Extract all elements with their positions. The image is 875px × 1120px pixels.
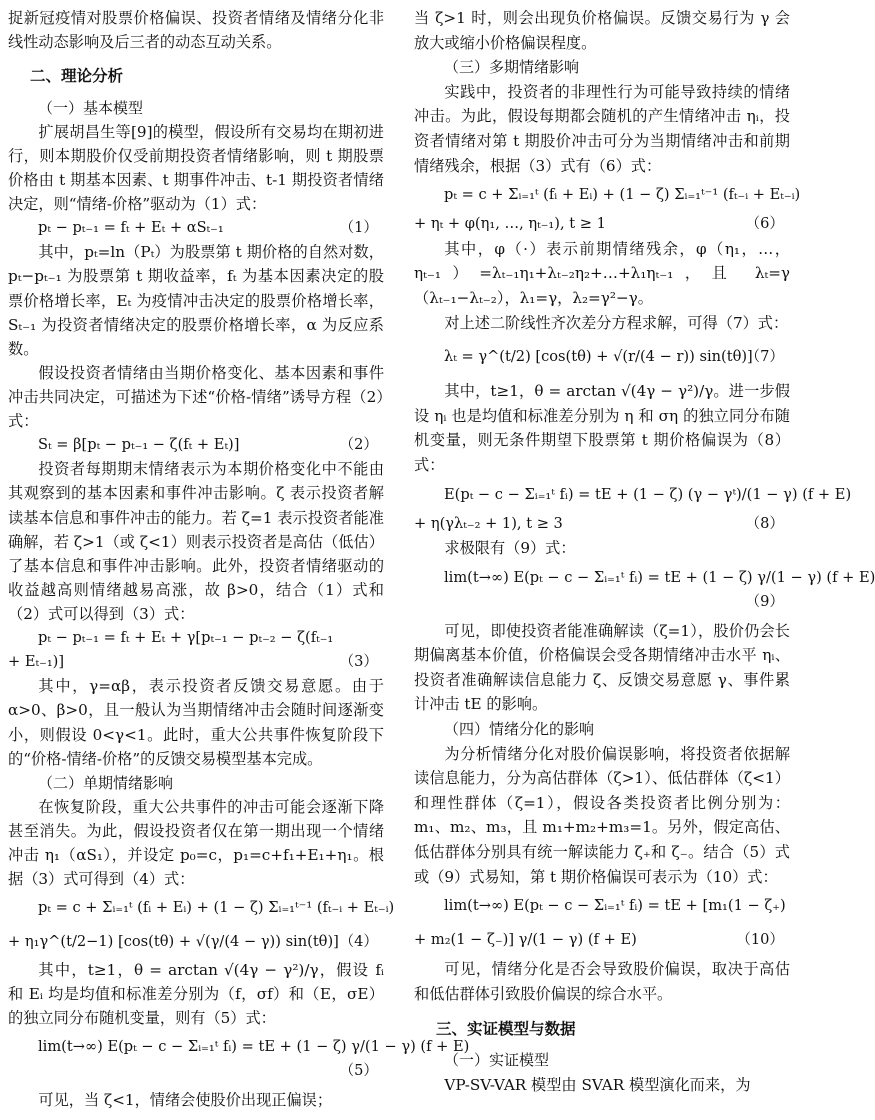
equation — [8, 891, 395, 924]
equation-number: （5） — [339, 1062, 378, 1080]
subsection-heading: （二）单期情绪影响 — [38, 773, 174, 792]
equation — [414, 889, 790, 923]
equation-body: + Eₜ₋₁)] — [8, 653, 65, 671]
body-paragraph: 可见，即使投资者能准确解读（ζ=1），股价仍会长期偏离基本价值，价格偏误会受各期情绪冲击水平 ηᵢ、投资者准确解读信息能力 ζ、反馈交易意愿 γ、事件累计冲击 tE 的影响。 — [414, 621, 790, 714]
subsection-heading: （一）实证模型 — [444, 1051, 550, 1070]
body-paragraph: 其中，t≥1，θ = arctan √(4γ − γ²)/γ，假设 fᵢ 和 Eᵢ 均是均值和标准差分别为（f，σf）和（E，σE）的独立同分布随机变量，则有（5）式： — [8, 960, 384, 1028]
equation-body: lim(t→∞) E(pₜ − c − Σᵢ₌₁ᵗ fᵢ) = tE + (1 − ζ) γ/(1 − γ) (f + E) — [38, 1038, 470, 1056]
equation — [8, 216, 384, 240]
equation-body: λₜ = γ^(t/2) [cos(tθ) + √(r/(4 − r)) sin(tθ)] — [444, 348, 753, 366]
equation-number: （4） — [339, 932, 378, 950]
equation — [8, 1030, 470, 1087]
equation-number: （2） — [339, 436, 378, 454]
equation — [414, 561, 875, 619]
equation-number: （3） — [339, 653, 378, 671]
section-heading: 二、理论分析 — [30, 67, 124, 86]
equation — [414, 178, 801, 212]
equation-body: lim(t→∞) E(pₜ − c − Σᵢ₌₁ᵗ fᵢ) = tE + [m₁(1 − ζ₊) — [444, 897, 786, 915]
equation — [8, 626, 384, 650]
subsection-heading: （一）基本模型 — [38, 98, 144, 117]
body-paragraph: 在恢复阶段，重大公共事件的冲击可能会逐渐下降甚至消失。为此，假设投资者仅在第一期出现一个情绪冲击 η₁（αS₁），并设定 p₀=c，p₁=c+f₁+E₁+η₁。根据（3）式可得到（4）式： — [8, 797, 384, 889]
equation-body: + η₁γ^(t/2−1) [cos(tθ) + √(γ/(4 − γ)) sin(tθ)] — [8, 932, 339, 950]
body-paragraph: 为分析情绪分化对股价偏误影响，将投资者依据解读信息能力，分为高估群体（ζ>1）、低估群体（ζ<1）和理性群体（ζ=1），假设各类投资者比例分别为：m₁、m₂、m₃，且 m₁+m₂+m₃=1。另外，假定高估、低估群体分别具有统一解读能力 ζ₊和 ζ₋。结合（5）式或（9）式易知，第 t 期价格偏误可表示为（10）式： — [414, 744, 790, 886]
equation-number: （6） — [745, 215, 784, 233]
body-paragraph: 捉新冠疫情对股票价格偏误、投资者情绪及情绪分化非线性动态影响及后三者的动态互动关系。 — [8, 9, 384, 52]
equation-body: pₜ − pₜ₋₁ = fₜ + Eₜ + γ[pₜ₋₁ − pₜ₋₂ − ζ(fₜ₋₁ — [38, 629, 334, 647]
body-paragraph: 求极限有（9）式： — [444, 539, 576, 558]
equation — [414, 923, 790, 957]
body-paragraph: 其中，t≥1，θ = arctan √(4γ − γ²)/γ。进一步假设 ηᵢ 也是均值和标准差分别为 η 和 ση 的独立同分布随机变量，则无条件期望下股票第 t 期价格偏误为（8）式： — [414, 382, 790, 474]
body-paragraph: 其中，φ（·）表示前期情绪残余，φ（η₁，…，ηₜ₋₁）=λₜ₋₁η₁+λₜ₋₂η₂+…+λ₁ηₜ₋₁，且 λₜ=γ（λₜ₋₁−λₜ₋₂），λ₁=γ，λ₂=γ²−γ。 — [414, 239, 790, 307]
body-paragraph: 假设投资者情绪由当期价格变化、基本因素和事件冲击共同决定，可描述为下述“价格-情绪”诱导方程（2）式： — [8, 363, 384, 431]
equation-number: （7） — [745, 348, 784, 366]
body-paragraph: 可见，当 ζ<1，情绪会使股价出现正偏误； — [38, 1090, 333, 1109]
equation-body: pₜ − pₜ₋₁ = fₜ + Eₜ + αSₜ₋₁ — [38, 219, 224, 237]
equation — [8, 433, 384, 457]
section-heading: 三、实证模型与数据 — [436, 1020, 576, 1039]
equation-body: + η(γλₜ₋₂ + 1), t ≥ 3 — [414, 514, 563, 532]
left-column — [8, 6, 470, 1112]
body-paragraph: 对上述二阶线性齐次差分方程求解，可得（7）式： — [444, 313, 789, 332]
equation-body: pₜ = c + Σᵢ₌₁ᵗ (fᵢ + Eᵢ) + (1 − ζ) Σᵢ₌₁ᵗ⁻¹ (fₜ₋ᵢ + Eₜ₋ᵢ) — [444, 186, 801, 204]
equation-number: （1） — [339, 219, 378, 237]
right-column — [414, 6, 875, 1098]
equation-body: pₜ = c + Σᵢ₌₁ᵗ (fᵢ + Eᵢ) + (1 − ζ) Σᵢ₌₁ᵗ⁻¹ (fₜ₋ᵢ + Eₜ₋ᵢ) — [38, 899, 395, 917]
equation-number: （9） — [745, 592, 784, 610]
equation-body: lim(t→∞) E(pₜ − c − Σᵢ₌₁ᵗ fᵢ) = tE + (1 − ζ) γ/(1 − γ) (f + E) — [444, 568, 875, 586]
equation-body: + m₂(1 − ζ₋)] γ/(1 − γ) (f + E) — [414, 931, 637, 949]
equation — [8, 925, 384, 958]
subsection-heading: （四）情绪分化的影响 — [444, 720, 595, 739]
equation-number: （8） — [745, 514, 784, 532]
equation-body: Sₜ = β[pₜ − pₜ₋₁ − ζ(fₜ + Eₜ)] — [38, 436, 240, 454]
equation-body: + ηₜ + φ(η₁, …, ηₜ₋₁), t ≥ 1 — [414, 215, 606, 233]
body-paragraph: 可见，情绪分化是否会导致股价偏误，取决于高估和低估群体引致股价偏误的综合水平。 — [414, 960, 790, 1003]
equation — [414, 335, 790, 379]
body-paragraph: 当 ζ>1 时，则会出现负价格偏误。反馈交易行为 γ 会放大或缩小价格偏误程度。 — [414, 9, 790, 52]
equation — [414, 512, 790, 537]
body-paragraph: 实践中，投资者的非理性行为可能导致持续的情绪冲击。为此，假设每期都会随机的产生情绪冲击 ηᵢ，投资者情绪对第 t 期股价冲击可分为当期情绪冲击和前期情绪残余，根据（3）式有（6）式： — [414, 82, 790, 175]
equation — [414, 478, 852, 512]
body-paragraph: 其中，γ=αβ，表示投资者反馈交易意愿。由于 α>0、β>0，且一般认为当期情绪冲击会随时间逐渐变小，则假设 0<γ<1。此时，重大公共事件恢复阶段下的“价格-情绪-价格”的反馈交易模型基本完成。 — [8, 677, 384, 768]
body-paragraph: 其中，pₜ=ln（Pₜ）为股票第 t 期价格的自然对数，pₜ−pₜ₋₁ 为股票第 t 期收益率，fₜ 为基本因素决定的股票价格增长率，Eₜ 为疫情冲击决定的股票价格增长率，Sₜ₋₁ 为投资者情绪决定的股票价格增长率，α 为反应系数。 — [8, 243, 384, 358]
body-paragraph: VP-SV-VAR 模型由 SVAR 模型演化而来，为 — [444, 1076, 751, 1094]
equation — [8, 650, 384, 674]
subsection-heading: （三）多期情绪影响 — [444, 58, 580, 77]
body-paragraph: 扩展胡昌生等[9]的模型，假设所有交易均在期初进行，则本期股价仅受前期投资者情绪影响，则 t 期股票价格由 t 期基本因素、t 期事件冲击、t-1 期投资者情绪决定，则“情绪-价格”驱动为（1）式： — [8, 122, 384, 214]
body-paragraph: 投资者每期期末情绪表示为本期价格变化中不能由其观察到的基本因素和事件冲击影响。ζ 表示投资者解读基本信息和事件冲击的能力。若 ζ=1 表示投资者能准确解，若 ζ>1（或 ζ<1）则表示投资者是高估（低估）了基本信息和事件冲击影响。此外，投资者情绪驱动的收益越高则情绪越易高涨，故 β>0，结合（1）式和（2）式可以得到（3）式： — [8, 460, 384, 623]
equation-body: E(pₜ − c − Σᵢ₌₁ᵗ fᵢ) = tE + (1 − ζ) (γ − γᵗ)/(1 − γ) (f + E) — [444, 485, 852, 503]
equation — [414, 212, 790, 237]
equation-number: （10） — [736, 931, 784, 949]
